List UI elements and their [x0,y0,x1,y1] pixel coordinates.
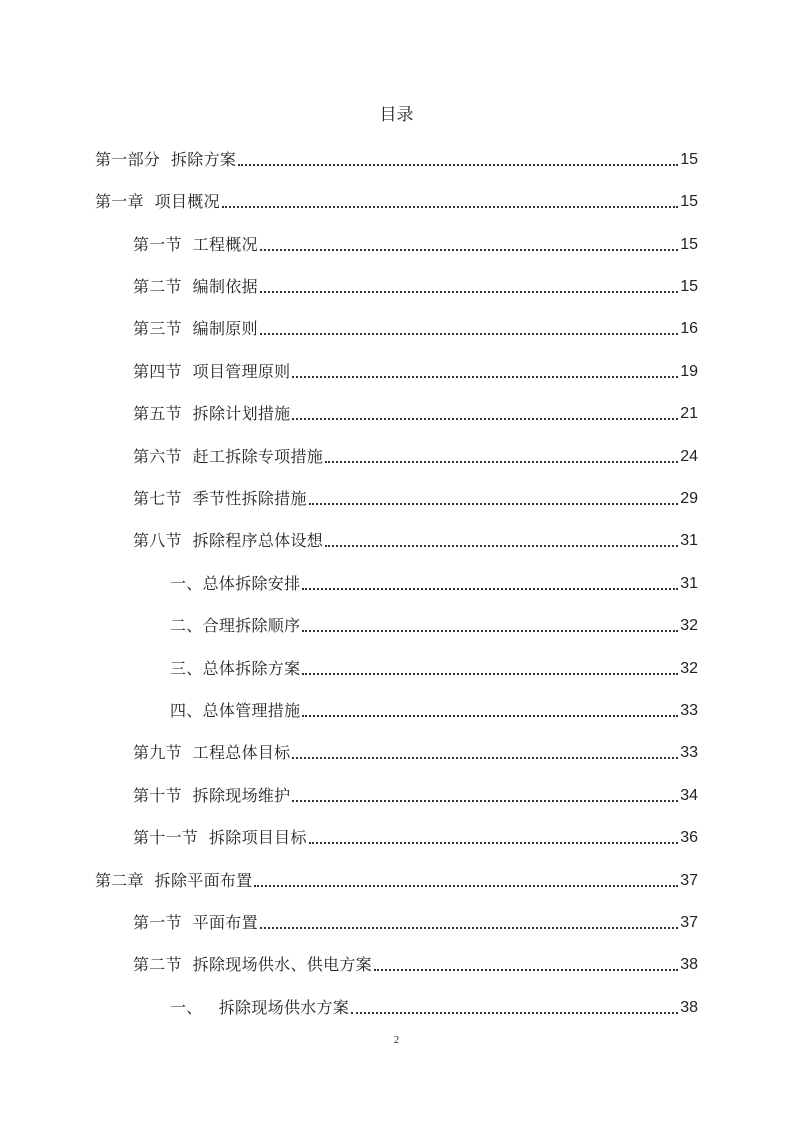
toc-entry-label: 第一节 工程概况 [133,235,258,254]
dot-leader [302,630,678,632]
toc-entry-page: 16 [680,320,698,337]
toc-entry-page: 15 [680,193,698,210]
toc-entry-label: 第一节 平面布置 [133,913,258,932]
dot-leader [292,757,678,759]
toc-entry-page: 33 [680,744,698,761]
toc-entry-page: 34 [680,787,698,804]
dot-leader [374,969,678,971]
toc-entry-label: 四、总体管理措施 [170,701,301,720]
toc-entry-label: 第三节 编制原则 [133,319,258,338]
toc-entry[interactable] [170,995,698,1019]
toc-entry-page: 24 [680,448,698,465]
toc-entry[interactable] [133,316,698,340]
toc-entry-label: 第十一节 拆除项目目标 [133,828,307,847]
toc-entry[interactable] [170,698,698,722]
toc-entry[interactable] [95,147,698,171]
dot-leader [302,673,678,675]
dot-leader [309,503,678,505]
dot-leader [302,715,678,717]
toc-title: 目录 [379,105,414,125]
toc-entry[interactable] [133,910,698,934]
toc-entry-page: 15 [680,151,698,168]
toc-entry-label: 第九节 工程总体目标 [133,743,291,762]
toc-entry-page: 31 [680,532,698,549]
toc-entry-page: 31 [680,575,698,592]
toc-entry[interactable] [133,232,698,256]
dot-leader [325,461,678,463]
dot-leader [292,376,678,378]
toc-entry[interactable] [95,189,698,213]
toc-entry-page: 29 [680,490,698,507]
toc-entry-page: 21 [680,405,698,422]
toc-entry-page: 15 [680,236,698,253]
page-number: 2 [393,1034,400,1046]
toc-entry[interactable] [133,486,698,510]
toc-entry[interactable] [133,274,698,298]
toc-entry-label: 第二节 拆除现场供水、供电方案 [133,955,372,974]
toc-entry-page: 19 [680,363,698,380]
toc-entry[interactable] [133,359,698,383]
toc-entry-page: 38 [680,956,698,973]
dot-leader [254,885,678,887]
dot-leader [351,1012,678,1014]
toc-entry-label: 第八节 拆除程序总体设想 [133,531,324,550]
dot-leader [302,588,678,590]
toc-entry-label: 第二章 拆除平面布置 [95,871,253,890]
toc-entry-label: 一、总体拆除安排 [170,574,301,593]
toc-entry-label: 第二节 编制依据 [133,277,258,296]
toc-entry-page: 37 [680,872,698,889]
toc-entry[interactable] [133,528,698,552]
toc-entry-label: 第一章 项目概况 [95,192,220,211]
toc-entry[interactable] [95,868,698,892]
toc-entry[interactable] [170,656,698,680]
toc-entry-label: 三、总体拆除方案 [170,659,301,678]
toc-entry-label: 一、 拆除现场供水方案 [170,998,350,1017]
dot-leader [238,164,678,166]
toc-entry[interactable] [133,401,698,425]
dot-leader [260,291,678,293]
dot-leader [222,206,678,208]
dot-leader [325,545,678,547]
toc-entry-page: 38 [680,999,698,1016]
toc-entry-label: 第五节 拆除计划措施 [133,404,291,423]
dot-leader [260,927,678,929]
toc-entry[interactable] [133,783,698,807]
dot-leader [292,418,678,420]
toc-entry[interactable] [133,740,698,764]
toc-entry-label: 第四节 项目管理原则 [133,362,291,381]
toc-entry-label: 第十节 拆除现场维护 [133,786,291,805]
dot-leader [309,842,678,844]
toc-entry-label: 二、合理拆除顺序 [170,616,301,635]
dot-leader [260,333,678,335]
toc-entry[interactable] [133,444,698,468]
toc-entry-page: 36 [680,829,698,846]
toc-entry-label: 第七节 季节性拆除措施 [133,489,307,508]
toc-entry[interactable] [133,825,698,849]
toc-entry-page: 33 [680,702,698,719]
toc-entry-page: 37 [680,914,698,931]
toc-entry[interactable] [170,613,698,637]
toc-entry-page: 15 [680,278,698,295]
toc-entry-label: 第一部分 拆除方案 [95,150,237,169]
toc-entry-label: 第六节 赶工拆除专项措施 [133,447,324,466]
dot-leader [292,800,678,802]
toc-entry-page: 32 [680,660,698,677]
toc-entry[interactable] [170,571,698,595]
toc-entry-page: 32 [680,617,698,634]
toc-entry[interactable] [133,952,698,976]
dot-leader [260,249,678,251]
